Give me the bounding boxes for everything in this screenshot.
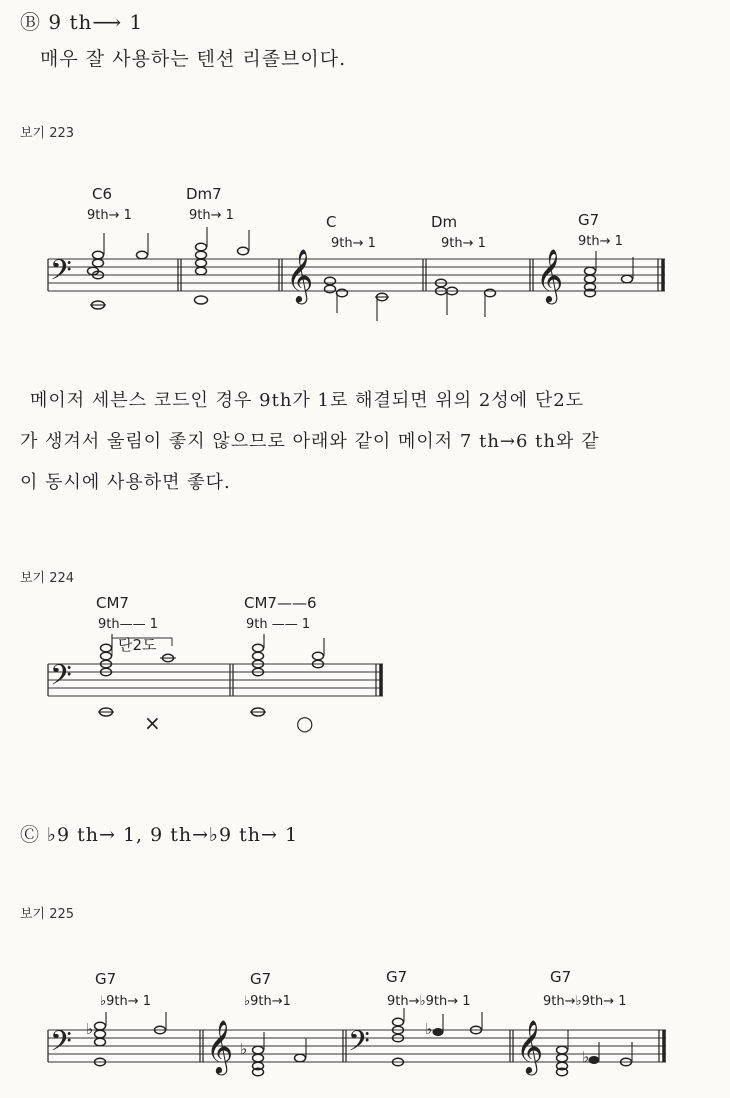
resolution-label: 9th→♭9th→ 1 [387, 994, 471, 1009]
resolution-label: 9th→ 1 [189, 208, 234, 223]
paragraph-line-2: 가 생겨서 울림이 좋지 않으므로 아래와 같이 메이저 7 th→6 th와 같 [20, 431, 600, 452]
resolution-label: 9th→ 1 [331, 236, 376, 251]
flat-icon: ♭ [582, 1048, 590, 1066]
resolution-label: 9th→ 1 [441, 236, 486, 251]
treble-clef-icon: 𝄞 [536, 248, 564, 302]
bass-clef-icon: 𝄢 [50, 254, 72, 294]
bad-mark: × [144, 711, 161, 735]
good-mark: ○ [296, 711, 314, 735]
resolution-label: 9th→ 1 [578, 234, 623, 249]
treble-clef-icon: 𝄞 [286, 248, 314, 302]
example-224-label: 보기 224 [20, 571, 75, 586]
resolution-label: 9th—— 1 [98, 617, 159, 632]
bass-clef-icon: 𝄢 [50, 659, 72, 699]
chord-label: CM7——6 [244, 594, 317, 612]
treble-clef-icon: 𝄞 [206, 1019, 234, 1073]
example-223-chord-labels [87, 185, 623, 251]
chord-label: C6 [92, 185, 113, 203]
resolution-label: 9th —— 1 [246, 617, 311, 632]
flat-icon: ♭ [86, 1020, 94, 1038]
chord-label: G7 [250, 970, 272, 988]
chord-label: G7 [578, 211, 600, 229]
chord-label: G7 [95, 970, 117, 988]
staff-lines [48, 259, 665, 291]
paragraph-line-3: 이 동시에 사용하면 좋다. [20, 472, 231, 493]
flat-icon: ♭ [240, 1040, 248, 1058]
chord-label: CM7 [96, 594, 129, 612]
resolution-label: 9th→ 1 [87, 208, 132, 223]
resolution-label: ♭9th→1 [244, 994, 291, 1009]
section-b-text: 매우 잘 사용하는 텐션 리졸브이다. [40, 48, 347, 70]
example-223-label: 보기 223 [20, 126, 75, 141]
chord-label: G7 [386, 968, 408, 986]
bass-clef-icon: 𝄢 [50, 1025, 72, 1065]
treble-clef-icon: 𝄞 [516, 1019, 544, 1073]
flat-icon: ♭ [425, 1020, 433, 1038]
chord-label: Dm [431, 213, 458, 231]
example-225-label: 보기 225 [20, 907, 75, 922]
section-c-heading: Ⓒ ♭9 th→ 1, 9 th→♭9 th→ 1 [20, 824, 299, 846]
example-223-score [0, 175, 730, 325]
chord-label: C [326, 213, 337, 231]
chord-label: Dm7 [186, 185, 222, 203]
interval-annotation: 단2도 [118, 636, 157, 654]
resolution-label: ♭9th→ 1 [100, 994, 152, 1009]
section-b-heading: Ⓑ 9 th⟶ 1 [20, 10, 144, 34]
paragraph-line-1: 메이저 세븐스 코드인 경우 9th가 1로 해결되면 위의 2성에 단2도 [30, 390, 585, 411]
resolution-label: 9th→♭9th→ 1 [543, 994, 627, 1009]
chord-label: G7 [550, 968, 572, 986]
example-224-score [0, 588, 730, 748]
bass-clef-icon: 𝄢 [348, 1025, 370, 1065]
example-225-score [0, 962, 730, 1082]
